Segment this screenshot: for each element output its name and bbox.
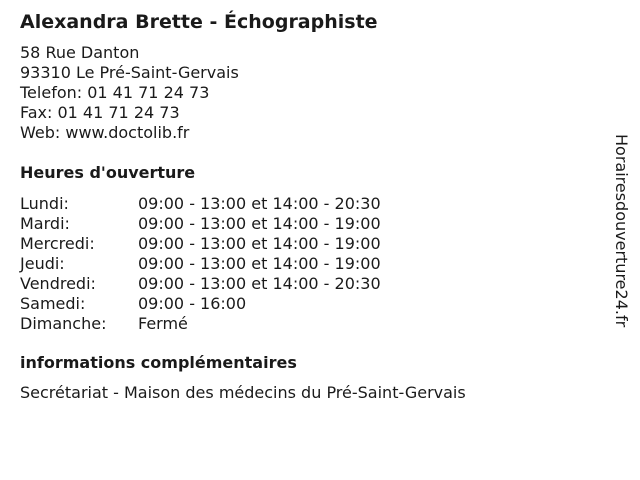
phone-number: Telefon: 01 41 71 24 73 bbox=[20, 83, 210, 102]
day-label: Jeudi: bbox=[20, 254, 65, 273]
additional-info-heading: informations complémentaires bbox=[20, 353, 297, 372]
time-range: 09:00 - 13:00 et 14:00 - 19:00 bbox=[138, 234, 381, 253]
website: Web: www.doctolib.fr bbox=[20, 123, 190, 142]
day-label: Samedi: bbox=[20, 294, 86, 313]
day-label: Mercredi: bbox=[20, 234, 95, 253]
watermark-text: Horairesdouverture24.fr bbox=[612, 134, 631, 328]
business-title: Alexandra Brette - Échographiste bbox=[20, 11, 378, 33]
day-label: Lundi: bbox=[20, 194, 69, 213]
address-city: 93310 Le Pré-Saint-Gervais bbox=[20, 63, 239, 82]
contact-block bbox=[20, 43, 239, 143]
time-range: 09:00 - 16:00 bbox=[138, 294, 247, 313]
time-range: 09:00 - 13:00 et 14:00 - 20:30 bbox=[138, 194, 381, 213]
time-range: 09:00 - 13:00 et 14:00 - 19:00 bbox=[138, 254, 381, 273]
site-watermark bbox=[612, 134, 632, 344]
opening-hours-heading: Heures d'ouverture bbox=[20, 163, 196, 182]
additional-info-text: Secrétariat - Maison des médecins du Pré-Saint-Gervais bbox=[20, 383, 466, 402]
fax-number: Fax: 01 41 71 24 73 bbox=[20, 103, 180, 122]
address-street: 58 Rue Danton bbox=[20, 43, 140, 62]
day-label: Mardi: bbox=[20, 214, 70, 233]
day-label: Dimanche: bbox=[20, 314, 107, 333]
time-range: Fermé bbox=[138, 314, 188, 333]
day-label: Vendredi: bbox=[20, 274, 96, 293]
time-range: 09:00 - 13:00 et 14:00 - 20:30 bbox=[138, 274, 381, 293]
time-range: 09:00 - 13:00 et 14:00 - 19:00 bbox=[138, 214, 381, 233]
